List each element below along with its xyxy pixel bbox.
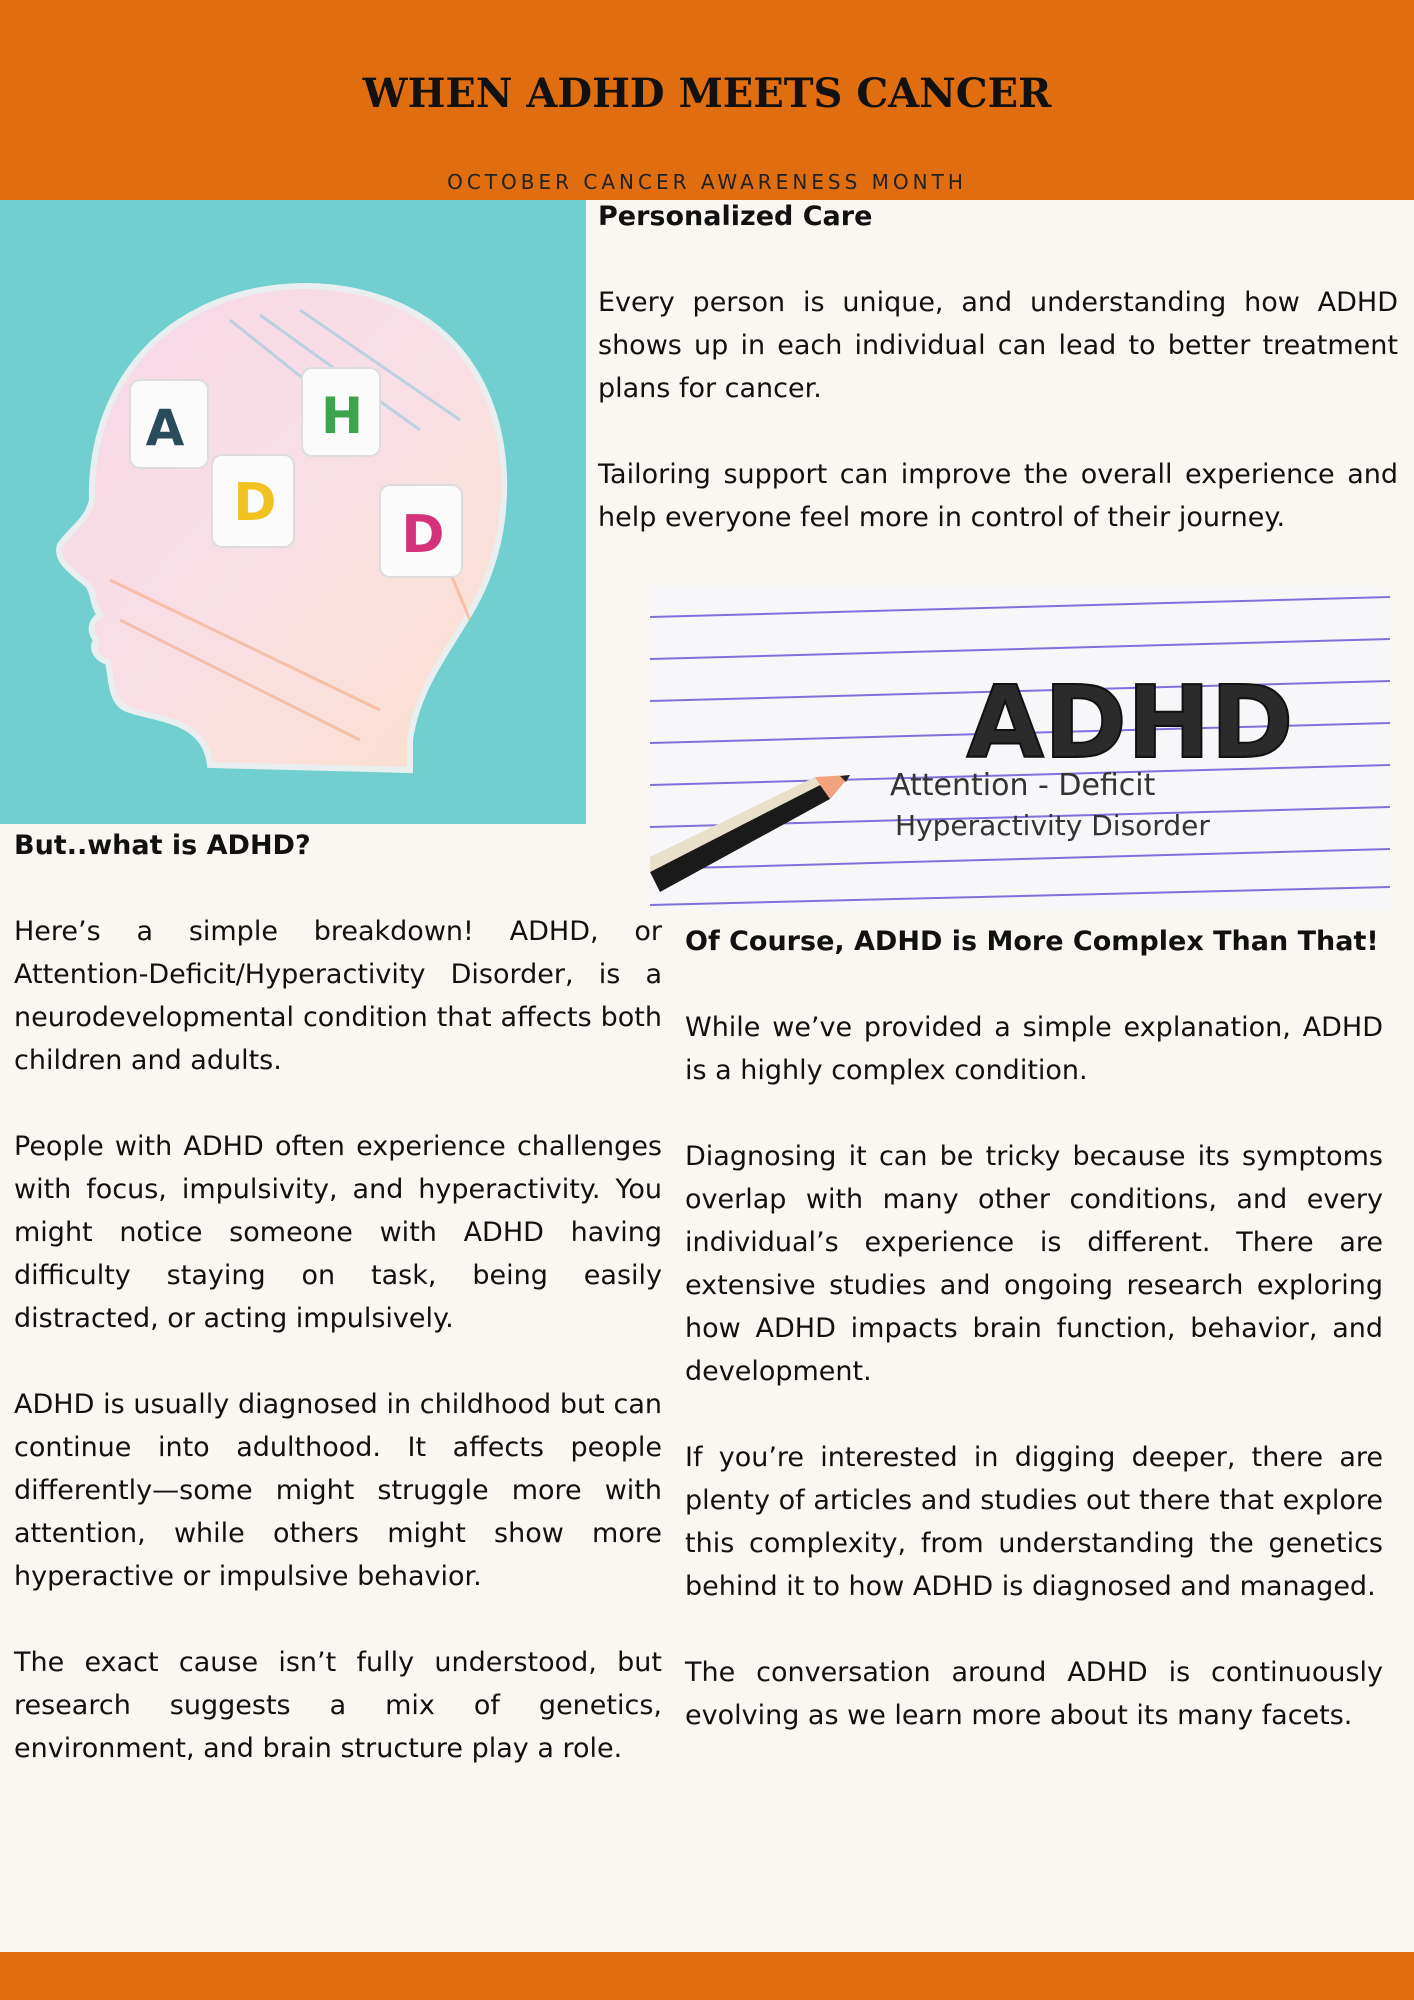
page-title: WHEN ADHD MEETS CANCER (362, 70, 1052, 117)
page-subtitle: OCTOBER CANCER AWARENESS MONTH (447, 170, 967, 194)
svg-text:D: D (233, 473, 277, 533)
complex-paragraph-3: If you’re interested in digging deeper, there are plenty of articles and studies out there that explore this complexity, from understanding the genetics behind it to how ADHD is diagnosed and managed. (685, 1442, 1383, 1602)
what-is-paragraph-3: ADHD is usually diagnosed in childhood but can continue into adulthood. It affects people differently—some might struggle more with attention, while others might show more hyperactive or impulsive behavior. (14, 1389, 662, 1592)
puzzle-piece-d-yellow (212, 455, 294, 547)
puzzle-piece-a (130, 380, 208, 468)
what-is-paragraph-4: The exact cause isn’t fully understood, but research suggests a mix of genetics, environment, and brain structure play a role. (14, 1647, 662, 1764)
what-is-paragraph-2: People with ADHD often experience challenges with focus, impulsivity, and hyperactivity. You might notice someone with ADHD having difficulty staying on task, being easily distracted, or acting impulsively. (14, 1131, 662, 1334)
complex-heading: Of Course, ADHD is More Complex Than That! (685, 926, 1379, 957)
notebook-line-2: Hyperactivity Disorder (895, 809, 1210, 842)
head-puzzle-image (0, 200, 586, 824)
puzzle-piece-h (302, 368, 380, 456)
adhd-notebook-image (650, 587, 1390, 910)
complex-paragraph-1: While we’ve provided a simple explanation, ADHD is a highly complex condition. (685, 1012, 1383, 1086)
personalized-care-section (598, 195, 1398, 539)
notebook-line-1: Attention - Deficit (890, 768, 1156, 803)
what-is-adhd-heading: But..what is ADHD? (14, 830, 311, 861)
complex-paragraph-2: Diagnosing it can be tricky because its symptoms overlap with many other conditions, and every individual’s experience is different. There are extensive studies and ongoing research exploring how ADHD impacts brain function, behavior, and development. (685, 1141, 1383, 1387)
what-is-paragraph-1: Here’s a simple breakdown! ADHD, or Attention-Deficit/Hyperactivity Disorder, is a neurodevelopmental condition that affects both children and adults. (14, 916, 662, 1076)
complex-section (685, 920, 1383, 1737)
personalized-care-heading: Personalized Care (598, 201, 873, 232)
personalized-paragraph-1: Every person is unique, and understanding how ADHD shows up in each individual can lead to better treatment plans for cancer. (598, 287, 1398, 404)
svg-text:H: H (321, 387, 363, 445)
personalized-paragraph-2: Tailoring support can improve the overall experience and help everyone feel more in control of their journey. (598, 459, 1398, 533)
svg-text:A: A (145, 399, 185, 457)
what-is-adhd-section (14, 824, 662, 1770)
puzzle-piece-d-pink (380, 485, 462, 577)
svg-text:D: D (401, 505, 445, 565)
complex-paragraph-4: The conversation around ADHD is continuously evolving as we learn more about its many facets. (685, 1657, 1383, 1731)
notebook-adhd-text: ADHD (966, 664, 1294, 781)
footer-banner (0, 1952, 1414, 2000)
